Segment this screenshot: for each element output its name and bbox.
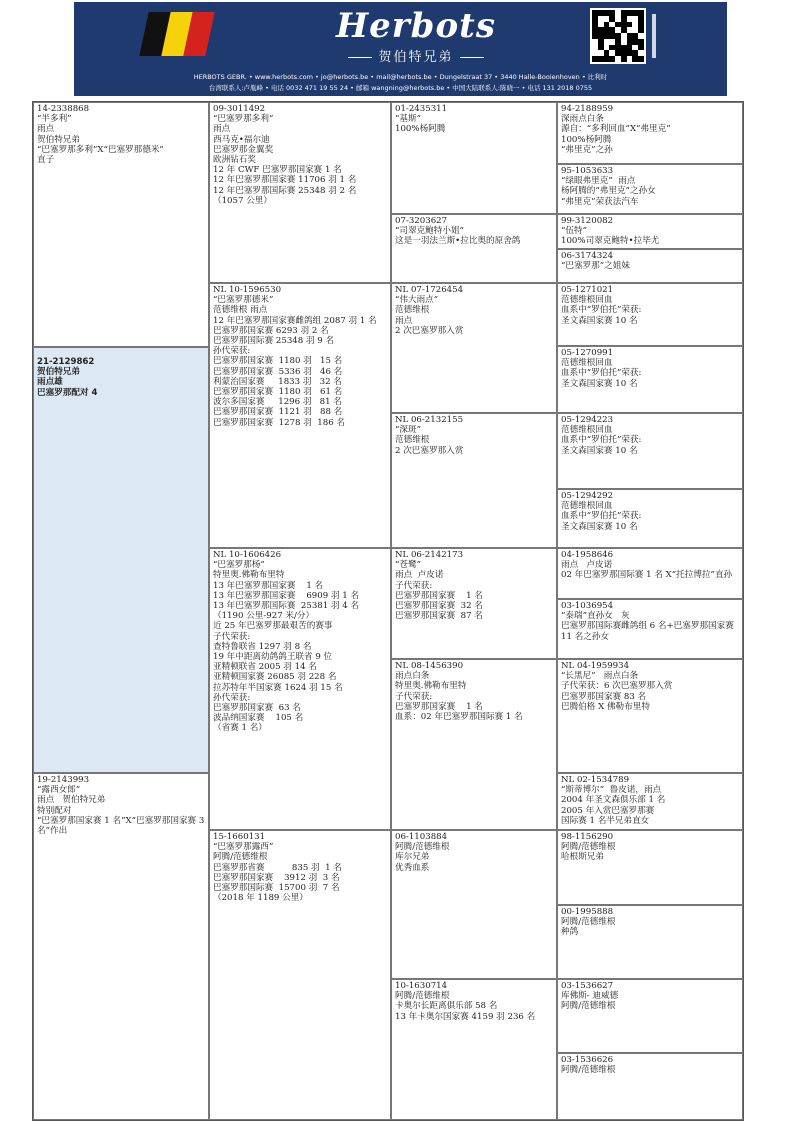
contact-line-1: HERBOTS GEBR. • www.herbots.com • jo@herbots.be • mail@herbots.be • Dungelstraat 37 • 3440 Halle-Booienhoven • 比利时 — [193, 73, 608, 81]
herbots-logo: Herbots — [336, 6, 496, 46]
gen5-cell: 95-1053633 “绿眼弗里克” 雨点 杨阿腾的“弗里克”之孙女 “弗里克”荣获法汽车 — [557, 164, 743, 214]
gen4-cell: 01-2435311 “基斯” 100%杨阿腾 — [391, 102, 557, 214]
gen5-cell: 03-1036954 “泰瑞”直孙女 灰 巴塞罗那国际赛雌鸽组 6 名+巴塞罗那国家赛 11 名之孙女 — [557, 599, 743, 659]
gen5-cell: 03-1536626 阿腾/范德维根 — [557, 1053, 743, 1120]
gen4-cell: 07-3203627 “司翠克鲍特小姐” 这是一羽法兰斯•拉比奥的原舍鸽 — [391, 214, 557, 283]
sire-cell: 14-2338868 “半多利” 雨点 贺伯特兄弟 “巴塞罗那多利”X“巴塞罗那德米” 直子 — [33, 102, 209, 347]
subject-text: 21-2129862 贺伯特兄弟 雨点雄 巴塞罗那配对 4 — [37, 357, 98, 398]
gen4-cell: 06-1103884 阿腾/范德维根 库尔兄弟 优秀血系 — [391, 830, 557, 979]
gen5-cell: 05-1294223 范德维根回血 血系中“罗伯托”荣获: 圣文森国家赛 10 名 — [557, 413, 743, 489]
pedigree-chart — [32, 101, 744, 1121]
gen5-cell: 03-1536627 库佛斯- 迪威德 阿腾/范德维根 — [557, 979, 743, 1053]
gen4-cell: NL 08-1456390 雨点白条 特里奥.佛勒布里特 子代荣获: 巴塞罗那国家赛 1 名 血系：02 年巴塞罗那国际赛 1 名 — [391, 659, 557, 830]
gen5-cell: 05-1270991 范德维根回血 血系中“罗伯托”荣获: 圣文森国家赛 10 名 — [557, 346, 743, 413]
dam-cell: 19-2143993 “露西女郎” 雨点 贺伯特兄弟 特别配对 “巴塞罗那国家赛 1 名”X“巴塞罗那国家赛 3 名”作出 — [33, 773, 209, 1120]
gen5-cell: 05-1271021 范德维根回血 血系中“罗伯托”荣获: 圣文森国家赛 10 名 — [557, 283, 743, 346]
header-banner — [74, 2, 727, 96]
gen4-cell: NL 06-2142173 “苍鹭” 雨点 卢皮诺 子代荣获: 巴塞罗那国家赛 1 名 巴塞罗那国家赛 32 名 巴塞罗那国家赛 87 名 — [391, 548, 557, 659]
gen3-cell: 15-1660131 “巴塞罗那露西” 阿腾/范德维根 巴塞罗那省赛 835 羽 1 名 巴塞罗那国家赛 3912 羽 3 名 巴塞罗那国际赛 15700 羽 7 名 （2018 年 1189 公里） — [209, 830, 391, 1120]
belgium-flag-icon — [139, 12, 214, 56]
gen5-cell: NL 02-1534789 “斯蒂博尔” 鲁皮诺，雨点 2004 年圣文森俱乐部 1 名 2005 年入赏巴塞罗那赛 国际赛 1 名半兄弟直女 — [557, 773, 743, 830]
gen5-cell: NL 04-1959934 “长黑尼” 雨点白条 子代荣获：6 次巴塞罗那入赏 巴塞罗那国家赛 83 名 巴腾伯格 X 佛勒布里特 — [557, 659, 743, 773]
qr-side-text — [652, 14, 656, 58]
gen3-cell: NL 10-1606426 “巴塞罗那杨” 特里奥.佛勒布里特 13 年巴塞罗那国家赛 1 名 13 年巴塞罗那国家赛 6909 羽 1 名 13 年巴塞罗那国际赛 25381 羽 4 名 （1190 公里-927 米/分） 近 25 年巴塞罗那最艰苦的赛事 子代荣获: 查特鲁联省 1297 羽 8 名 19 年中距离幼鸽鸽王联省 9 位 亚精顿联省 2005 羽 14 名 亚精顿国家赛 26085 羽 228 名 拉苏特年半国家赛 1624 羽 15 名 孙代荣获: 巴塞罗那国家赛 63 名 波品纳国家赛 105 名 （省赛 1 名） — [209, 548, 391, 830]
contact-line-2: 台湾联系人:卢胤峰 • 电话 0032 471 19 55 24 • 邮箱 wangning@herbots.be • 中国大陆联系人:陈晓一 • 电话 131 2018 0755 — [208, 84, 593, 92]
gen4-cell: NL 06-2132155 “深斑” 范德维根 2 次巴塞罗那入赏 — [391, 413, 557, 548]
gen5-cell: 00-1995888 阿腾/范德维根 种鸽 — [557, 905, 743, 979]
gen4-cell: NL 07-1726454 “伟大雨点” 范德维根 雨点 2 次巴塞罗那入赏 — [391, 283, 557, 413]
qr-code-icon — [590, 8, 646, 64]
gen5-cell: 04-1958646 雨点 卢皮诺 02 年巴塞罗那国际赛 1 名 X“托拉博拉”直孙 — [557, 548, 743, 599]
subject-cell — [33, 347, 209, 773]
gen5-cell: 05-1294292 范德维根回血 血系中“罗伯托”荣获: 圣文森国家赛 10 名 — [557, 489, 743, 548]
gen5-cell: 94-2188959 深雨点白条 源自：“多利回血”X“弗里克” 100%杨阿腾 “弗里克”之孙 — [557, 102, 743, 164]
gen5-cell: 06-3174324 “巴塞罗那”之姐妹 — [557, 249, 743, 283]
gen5-cell: 98-1156290 阿腾/范德维根 哈根斯兄弟 — [557, 830, 743, 905]
gen4-cell: 10-1630714 阿腾/范德维根 卡奥尔长距离俱乐部 58 名 13 年卡奥尔国家赛 4159 羽 236 名 — [391, 979, 557, 1120]
tagline: 贺伯特兄弟 — [306, 46, 526, 65]
gen5-cell: 99-3120082 “伍特” 100%司翠克鲍特•拉毕尤 — [557, 214, 743, 249]
gen3-cell: NL 10-1596530 “巴塞罗那德米” 范德维根 雨点 12 年巴塞罗那国家赛雌鸽组 2087 羽 1 名 巴塞罗那国家赛 6293 羽 2 名 巴塞罗那国际赛 25348 羽 9 名 孙代荣获: 巴塞罗那国家赛 1180 羽 15 名 巴塞罗那国家赛 5336 羽 46 名 利蒙治国家赛 1833 羽 32 名 巴塞罗那国家赛 1180 羽 61 名 波尔多国家赛 1296 羽 81 名 巴塞罗那国家赛 1121 羽 88 名 巴塞罗那国家赛 1278 羽 186 名 — [209, 283, 391, 548]
gen3-cell: 09-3011492 “巴塞罗那多利” 雨点 西马克•福尔迪 巴塞罗那金翼奖 欧洲钻石奖 12 年 CWF 巴塞罗那国家赛 1 名 12 年巴塞罗那国家赛 11706 羽 1 名 12 年巴塞罗那国际赛 25348 羽 2 名 （1057 公里） — [209, 102, 391, 283]
